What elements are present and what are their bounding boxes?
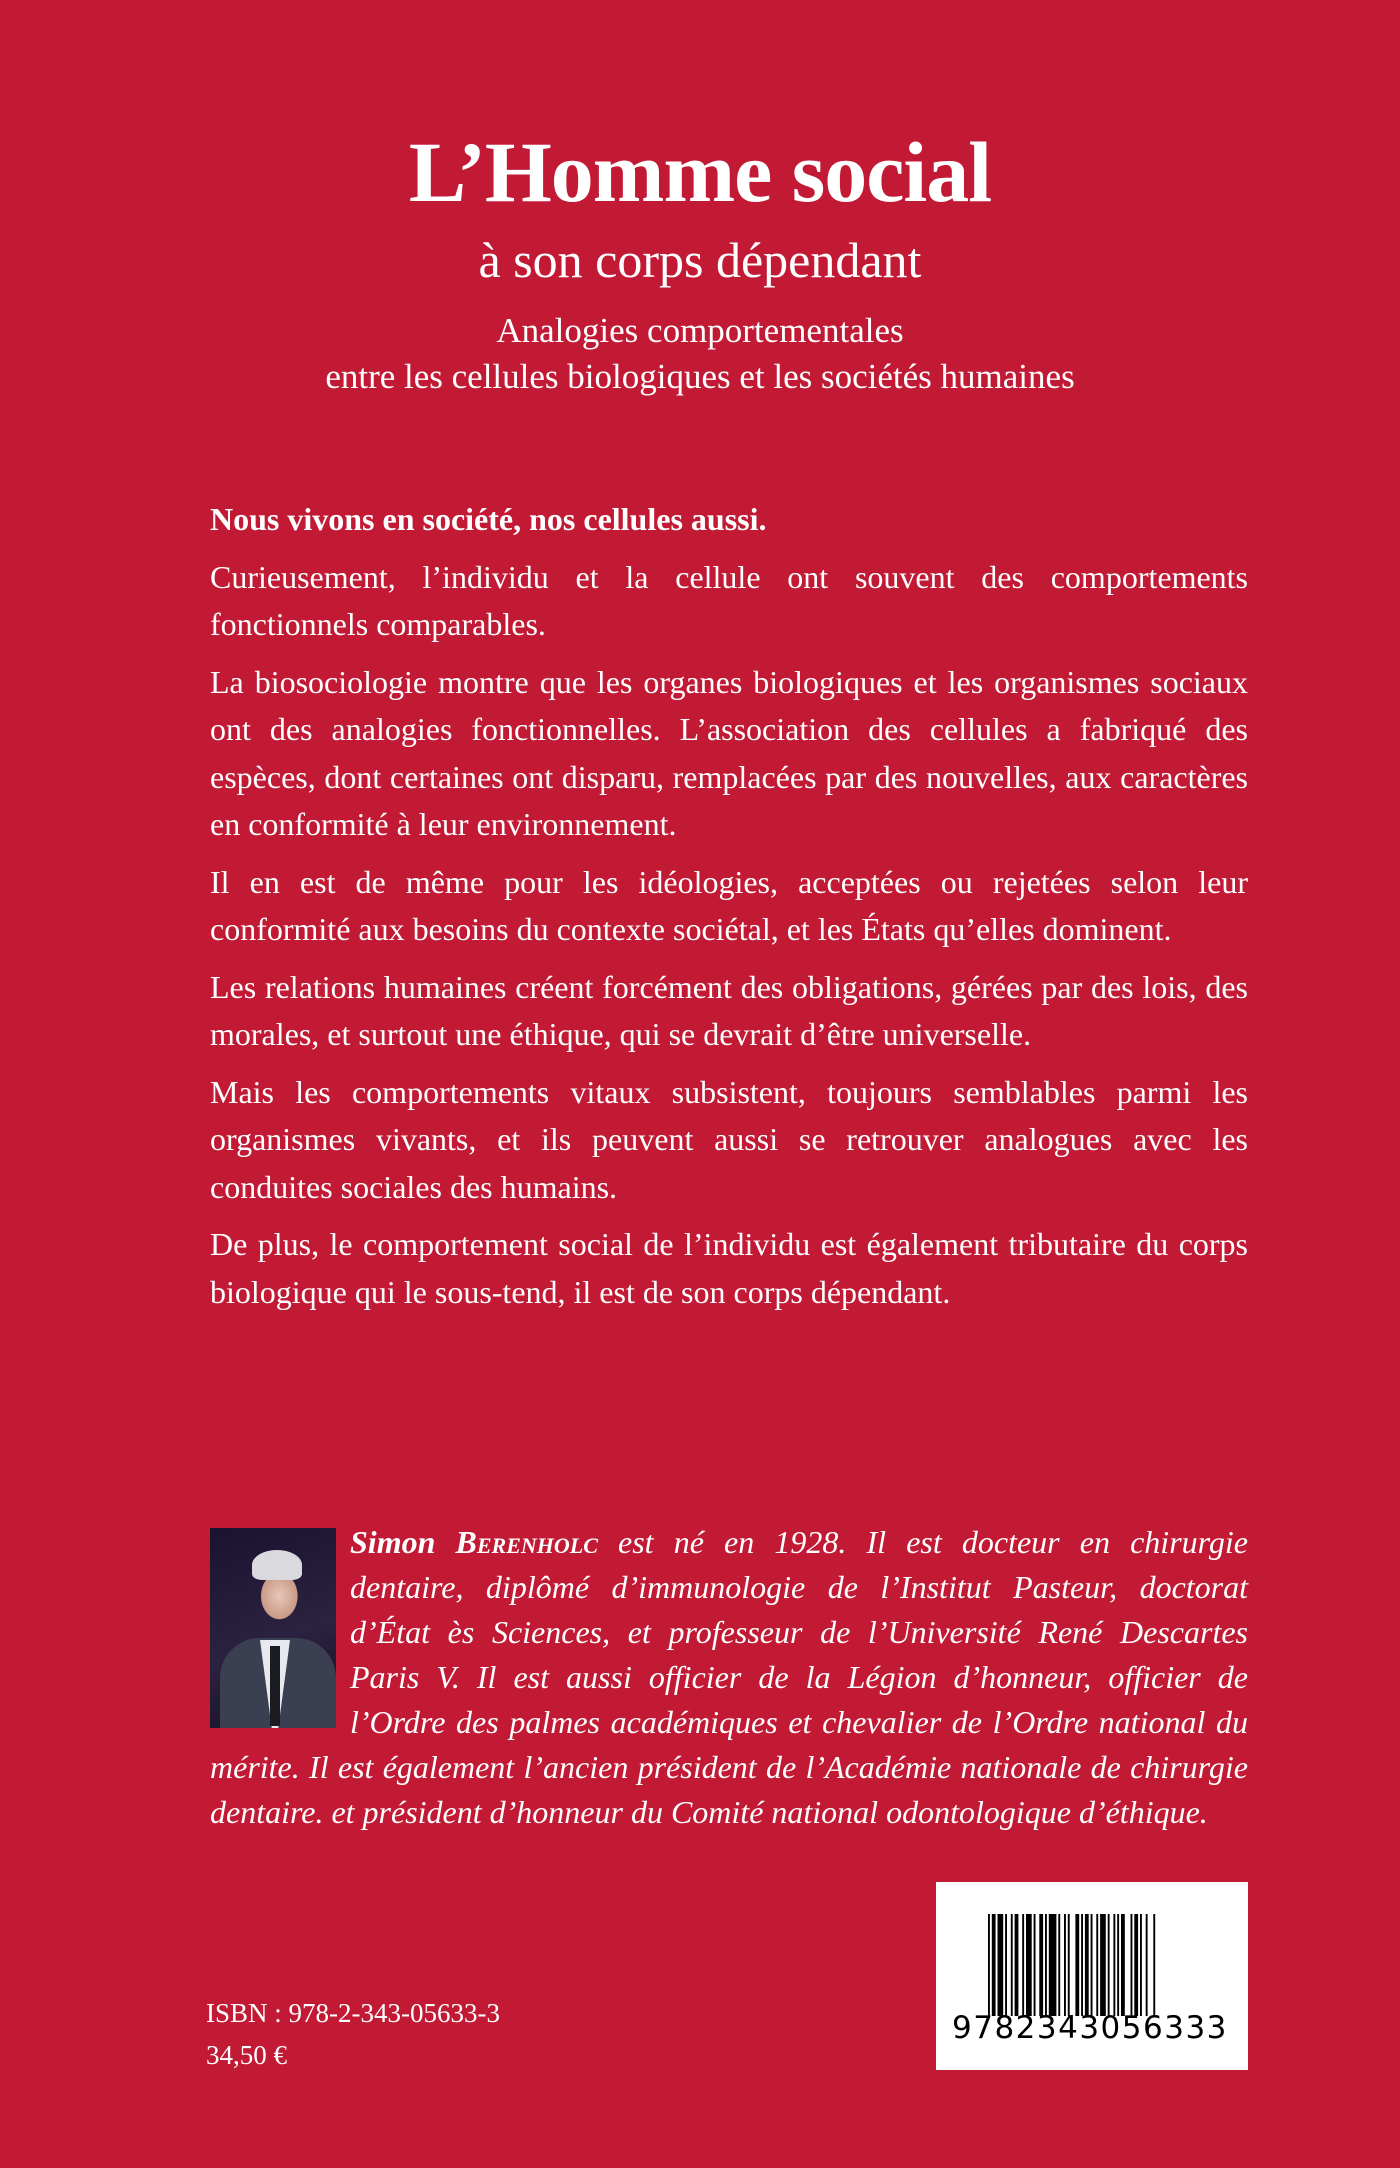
barcode-bar bbox=[1091, 1914, 1093, 2016]
tagline-line-1: Analogies comportementales bbox=[496, 311, 904, 350]
tagline-line-2: entre les cellules biologiques et les sociétés humaines bbox=[325, 357, 1075, 396]
barcode-bar bbox=[1121, 1914, 1125, 2016]
barcode-bar bbox=[1113, 1914, 1115, 2016]
barcode-bar bbox=[1075, 1914, 1079, 2016]
barcode-bar bbox=[988, 1914, 990, 2016]
price: 34,50 € bbox=[206, 2040, 287, 2070]
barcode-number: 9782343056333 bbox=[952, 2010, 1228, 2046]
author-photo bbox=[210, 1528, 336, 1728]
author-bio bbox=[210, 1520, 1248, 1835]
barcode-bar bbox=[1153, 1914, 1155, 2016]
blurb-paragraph: De plus, le comportement social de l’individu est également tributaire du corps biologique qui le sous-tend, il est de son corps dépendant. bbox=[210, 1226, 1248, 1310]
barcode-bar bbox=[1045, 1914, 1047, 2016]
barcode-bar bbox=[1108, 1914, 1110, 2016]
barcode-bar bbox=[1117, 1914, 1119, 2016]
author-name: Simon Berenholc bbox=[350, 1524, 598, 1560]
book-tagline bbox=[0, 308, 1400, 400]
book-title: L’Homme social bbox=[408, 124, 992, 220]
barcode-bar bbox=[1026, 1914, 1032, 2016]
barcode-bar bbox=[1085, 1914, 1089, 2016]
blurb-paragraph: Curieusement, l’individu et la cellule ont souvent des comportements fonctionnels comparables. bbox=[210, 558, 1248, 642]
barcode-bar bbox=[1140, 1914, 1142, 2016]
barcode-bar bbox=[1034, 1914, 1036, 2016]
barcode-bar bbox=[1131, 1914, 1133, 2016]
blurb-paragraph: La biosociologie montre que les organes biologiques et les organismes sociaux ont des analogies fonctionnelles. L’association des cellules a fabriqué des espèces, dont certaines ont disparu, remplacées par des nouvelles, aux caractères en conformité à leur environnement. bbox=[210, 663, 1248, 842]
barcode-bar bbox=[1005, 1914, 1007, 2016]
barcode-bar bbox=[1068, 1914, 1070, 2016]
barcode bbox=[936, 1882, 1248, 2070]
book-subtitle: à son corps dépendant bbox=[478, 232, 922, 288]
blurb-paragraph: Mais les comportements vitaux subsistent, toujours semblables parmi les organismes vivants, et ils peuvent aussi se retrouver analogues avec les conduites sociales des humains. bbox=[210, 1073, 1248, 1205]
barcode-bar bbox=[1011, 1914, 1013, 2016]
barcode-bar bbox=[998, 1914, 1004, 2016]
barcode-bar bbox=[992, 1914, 996, 2016]
blurb-paragraph: Il en est de même pour les idéologies, acceptées ou rejetées selon leur conformité aux besoins du contexte sociétal, et les États qu’elles dominent. bbox=[210, 863, 1248, 947]
barcode-bar bbox=[1039, 1914, 1043, 2016]
blurb bbox=[210, 496, 1248, 1326]
barcode-bar bbox=[1064, 1914, 1066, 2016]
barcode-bar bbox=[1081, 1914, 1083, 2016]
isbn: ISBN : 978-2-343-05633-3 bbox=[206, 1998, 500, 2028]
barcode-bar bbox=[1015, 1914, 1019, 2016]
barcode-bar bbox=[1146, 1914, 1148, 2016]
barcode-bar bbox=[1058, 1914, 1060, 2016]
blurb-paragraph: Les relations humaines créent forcément des obligations, gérées par des lois, des morales, et surtout une éthique, qui se devrait d’être universelle. bbox=[210, 968, 1248, 1052]
barcode-bar bbox=[1022, 1914, 1024, 2016]
barcode-bar bbox=[1096, 1914, 1098, 2016]
barcode-bar bbox=[1134, 1914, 1138, 2016]
barcode-bar bbox=[1049, 1914, 1057, 2016]
author-bio-text: est né en 1928. Il est docteur en chirurgie dentaire, diplômé d’immunologie de l’Institut Pasteur, doctorat d’État ès Sciences, et professeur de l’Université René Descartes Paris V. Il est aussi officier de la Légion d’honneur, officier de l’Ordre des palmes académiques et chevalier de l’Ordre national du mérite. Il est également l’ancien président de l’Académie nationale de chirurgie dentaire. et président d’honneur du Comité national odontologique d’éthique. bbox=[210, 1524, 1249, 1830]
barcode-bar bbox=[1100, 1914, 1106, 2016]
blurb-lead: Nous vivons en société, nos cellules aussi. bbox=[210, 501, 767, 537]
